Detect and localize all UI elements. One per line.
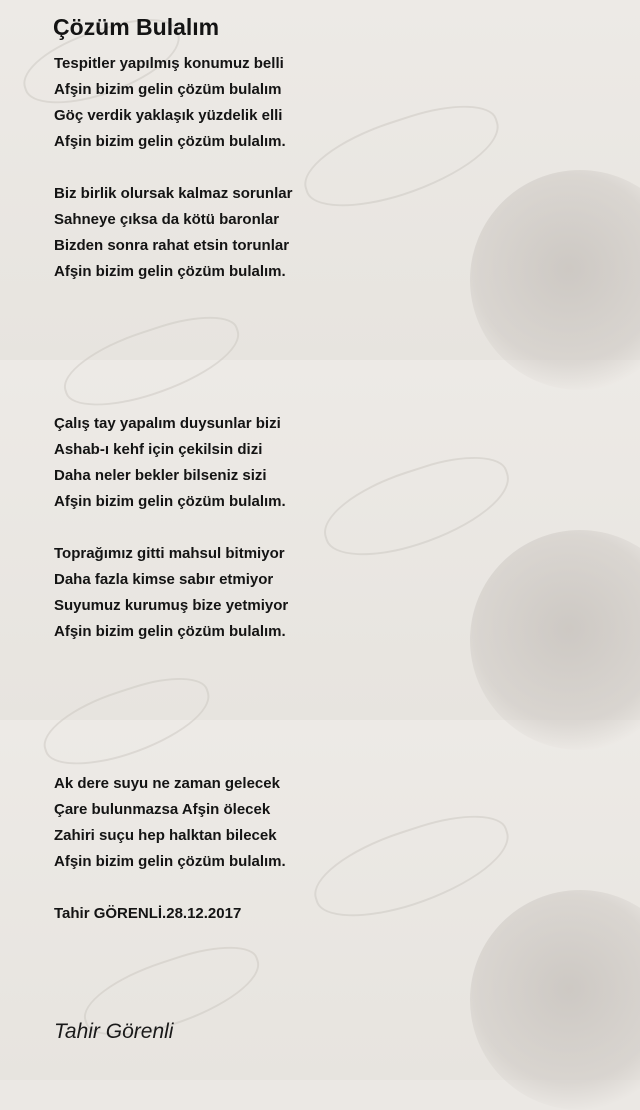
poem-line: Afşin bizim gelin çözüm bulalım	[54, 81, 282, 98]
poem-line: Daha neler bekler bilseniz sizi	[54, 467, 267, 484]
stanza-5	[54, 771, 286, 875]
poem-line: Tespitler yapılmış konumuz belli	[54, 55, 284, 72]
poem-line: Afşin bizim gelin çözüm bulalım.	[54, 263, 286, 280]
poem-line: Afşin bizim gelin çözüm bulalım.	[54, 493, 286, 510]
author-name: Tahir Görenli	[54, 1020, 174, 1043]
poem-line: Çalış tay yapalım duysunlar bizi	[54, 415, 281, 432]
poem-line: Afşin bizim gelin çözüm bulalım.	[54, 133, 286, 150]
poem-line: Afşin bizim gelin çözüm bulalım.	[54, 853, 286, 870]
poem-line: Göç verdik yaklaşık yüzdelik elli	[54, 107, 283, 124]
poem-line: Daha fazla kimse sabır etmiyor	[54, 571, 274, 588]
poem-line: Toprağımız gitti mahsul bitmiyor	[54, 545, 285, 562]
poem-title: Çözüm Bulalım	[53, 14, 220, 40]
poem-line: Bizden sonra rahat etsin torunlar	[54, 237, 290, 254]
poem-line: Afşin bizim gelin çözüm bulalım.	[54, 623, 286, 640]
stanza-1	[54, 51, 286, 155]
stanza-2	[54, 181, 292, 285]
poem-line: Ak dere suyu ne zaman gelecek	[54, 775, 280, 792]
poem-line: Biz birlik olursak kalmaz sorunlar	[54, 185, 293, 202]
poem-line: Zahiri suçu hep halktan bilecek	[54, 827, 277, 844]
stanza-3	[54, 411, 286, 515]
poem-signature: Tahir GÖRENLİ.28.12.2017	[54, 905, 242, 922]
poem-line: Suyumuz kurumuş bize yetmiyor	[54, 597, 289, 614]
poem-line: Çare bulunmazsa Afşin ölecek	[54, 801, 271, 818]
stanza-4	[54, 541, 288, 645]
poem-line: Sahneye çıksa da kötü baronlar	[54, 211, 280, 228]
poem-line: Ashab-ı kehf için çekilsin dizi	[54, 441, 263, 458]
